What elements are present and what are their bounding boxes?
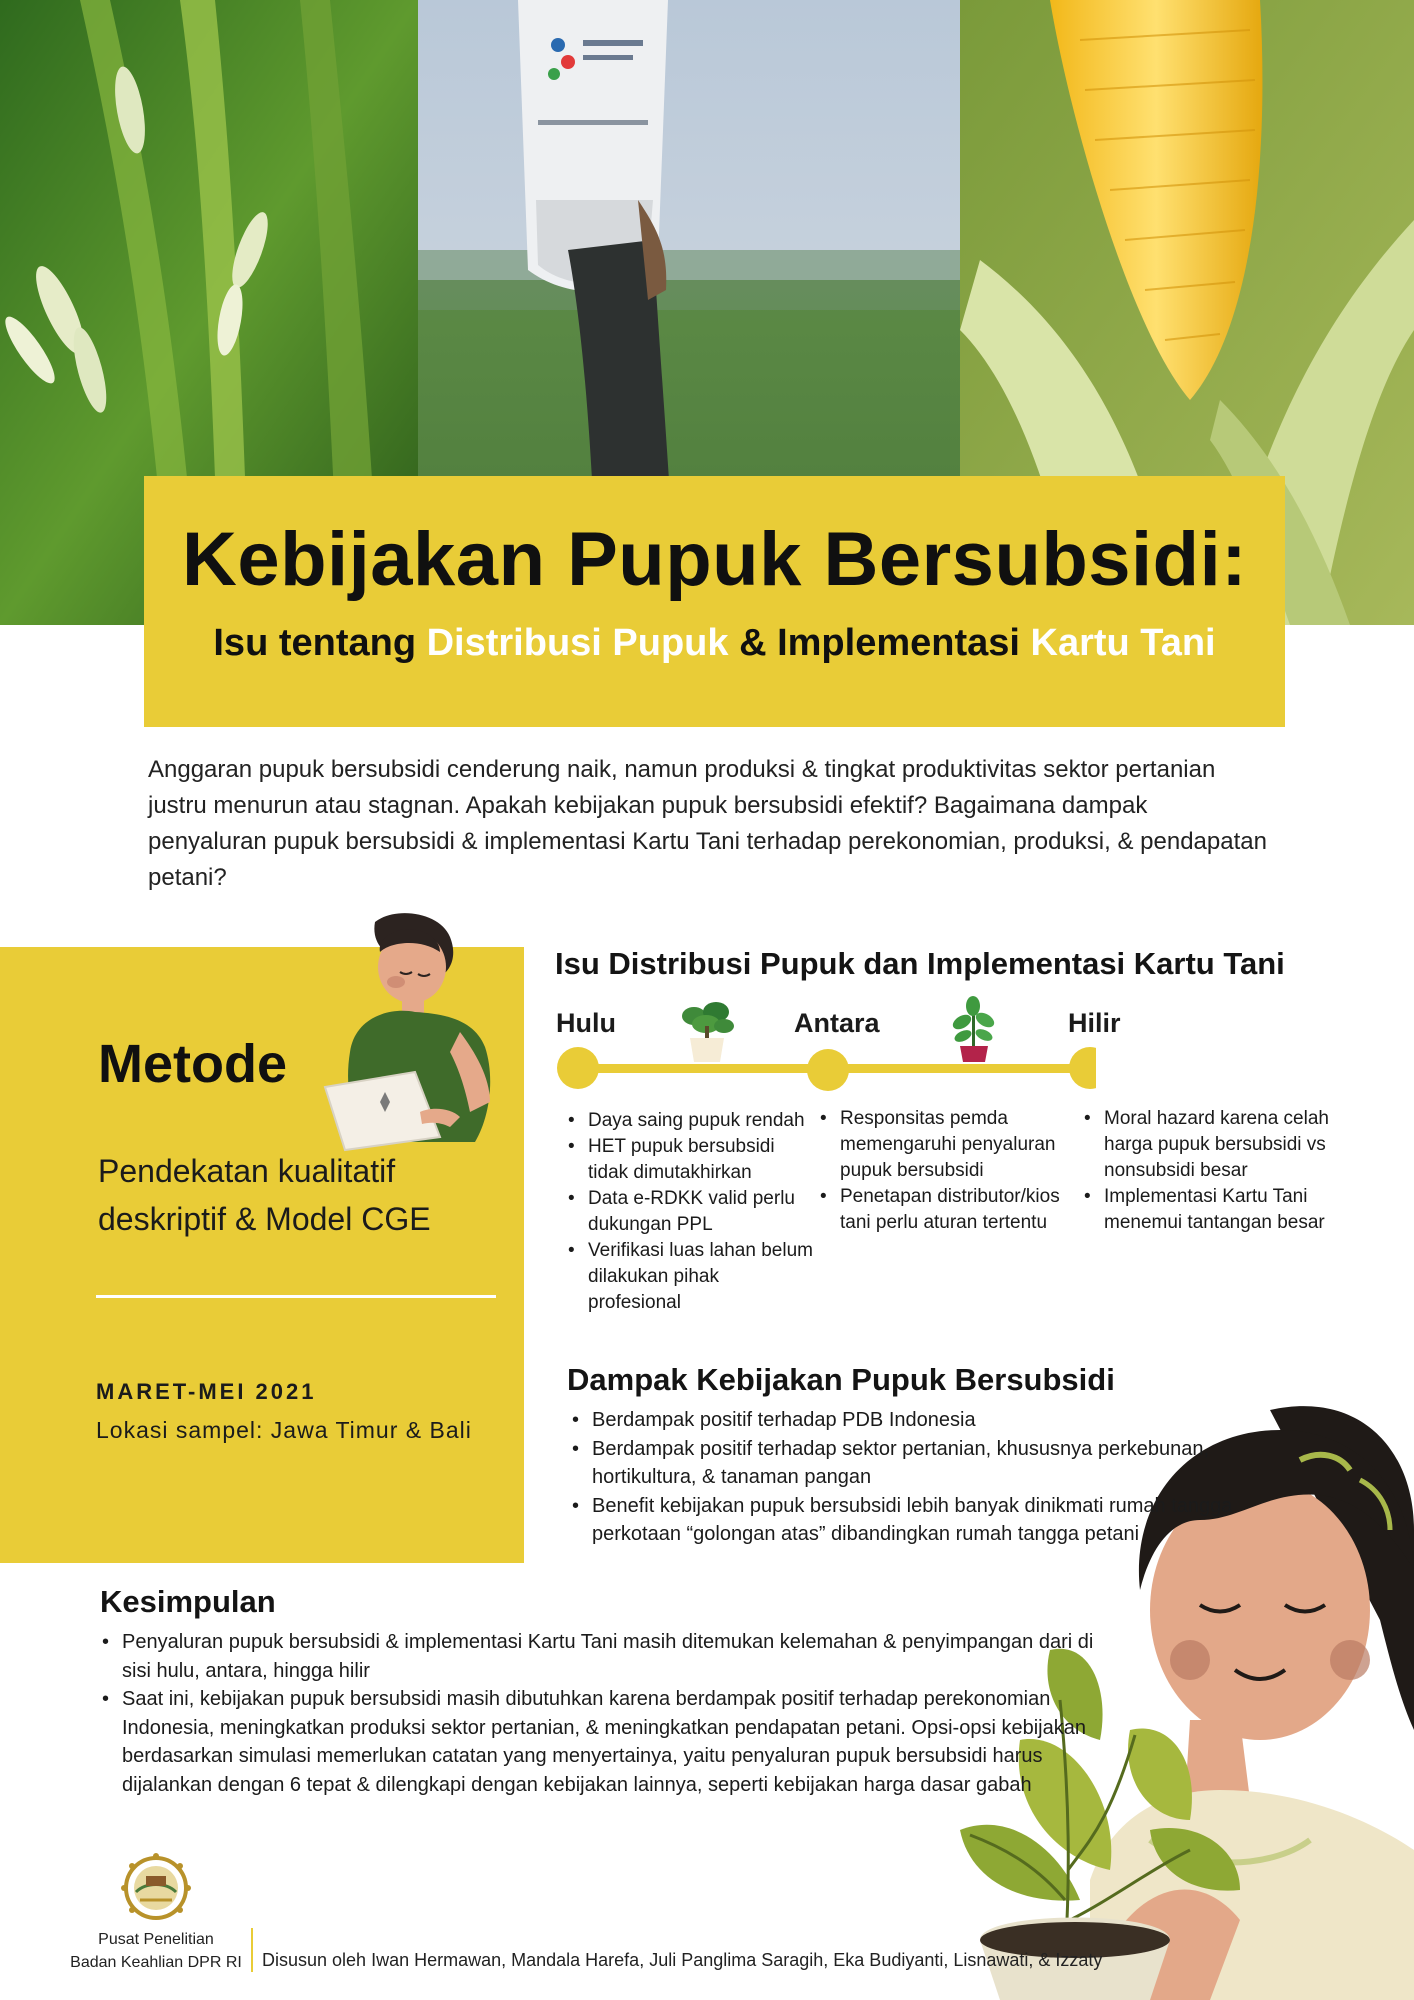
metode-location: Lokasi sampel: Jawa Timur & Bali bbox=[96, 1417, 472, 1443]
list-item: • Responsitas pemda memengaruhi penyaluran pupuk bersubsidi bbox=[818, 1106, 1070, 1184]
isu-title: Isu Distribusi Pupuk dan Implementasi Kartu Tani bbox=[555, 946, 1285, 981]
organization-name bbox=[70, 1928, 242, 1974]
list-item: • Saat ini, kebijakan pupuk bersubsidi masih dibutuhkan karena berdampak positif terhadap perekonomian Indonesia, meningkatkan produksi sektor pertanian, & meningkatkan pendapatan petani. Opsi-opsi kebijakan berdasarkan simulasi memerlukan catatan yang menyertainya, yaitu penyaluran pupuk bersubsidi harus dijalankan dengan 6 tepat & dilengkapi dengan kebijakan lainnya, seperti kebijakan harga dasar gabah bbox=[100, 1685, 1100, 1799]
list-item: • Daya saing pupuk rendah bbox=[566, 1108, 816, 1134]
hulu-issue-list bbox=[566, 1108, 816, 1316]
list-item: • Verifikasi luas lahan belum dilakukan pihak profesional bbox=[566, 1238, 816, 1316]
divider bbox=[96, 1295, 496, 1298]
list-item: • Moral hazard karena celah harga pupuk bersubsidi vs nonsubsidi besar bbox=[1082, 1106, 1348, 1184]
dampak-list bbox=[570, 1406, 1260, 1549]
stage-label-hilir: Hilir bbox=[1068, 1008, 1121, 1038]
hilir-issue-list bbox=[1082, 1106, 1348, 1236]
kesimpulan-title: Kesimpulan bbox=[100, 1584, 276, 1619]
list-item: • Data e-RDKK valid perlu dukungan PPL bbox=[566, 1186, 816, 1238]
page-title: Kebijakan Pupuk Bersubsidi: bbox=[181, 517, 1248, 602]
subtitle-part-2: & Implementasi bbox=[728, 622, 1031, 664]
subtitle-highlight-1: Distribusi Pupuk bbox=[426, 622, 729, 664]
footer-divider bbox=[251, 1928, 253, 1972]
dampak-title: Dampak Kebijakan Pupuk Bersubsidi bbox=[567, 1362, 1115, 1397]
page-subtitle bbox=[144, 622, 1285, 665]
list-item: • Berdampak positif terhadap sektor pertanian, khususnya perkebunan, hortikultura, & tanaman pangan bbox=[570, 1435, 1260, 1492]
dpr-emblem-logo bbox=[120, 1852, 192, 1924]
list-item: • Penyaluran pupuk bersubsidi & implementasi Kartu Tani masih ditemukan kelemahan & penyimpangan dari di sisi hulu, antara, hingga hilir bbox=[100, 1628, 1100, 1685]
intro-paragraph: Anggaran pupuk bersubsidi cenderung naik, namun produksi & tingkat produktivitas sektor pertanian justru menurun atau stagnan. Apakah kebijakan pupuk bersubsidi efektif? Bagaimana dampak penyaluran pupuk bersubsidi & implementasi Kartu Tani terhadap perekonomian, produksi, & pendapatan petani? bbox=[148, 756, 1267, 891]
list-item: • Berdampak positif terhadap PDB Indonesia bbox=[570, 1406, 1260, 1435]
author-credits: Disusun oleh Iwan Hermawan, Mandala Harefa, Juli Panglima Saragih, Eka Budiyanti, Lisnawati, & Izzaty bbox=[262, 1950, 1103, 1970]
metode-title: Metode bbox=[98, 1034, 287, 1094]
kesimpulan-list bbox=[100, 1628, 1100, 1799]
title-box bbox=[144, 476, 1285, 727]
subtitle-part-1: Isu tentang bbox=[213, 622, 427, 664]
metode-date: MARET-MEI 2021 bbox=[96, 1379, 317, 1404]
list-item: • Implementasi Kartu Tani menemui tantangan besar bbox=[1082, 1184, 1348, 1236]
list-item: • Benefit kebijakan pupuk bersubsidi lebih banyak dinikmati rumah tangga perkotaan “golongan atas” dibandingkan rumah tangga petani bbox=[570, 1492, 1260, 1549]
subtitle-highlight-2: Kartu Tani bbox=[1030, 622, 1216, 664]
stage-label-antara: Antara bbox=[794, 1008, 880, 1038]
stage-label-hulu: Hulu bbox=[556, 1008, 616, 1038]
antara-issue-list bbox=[818, 1106, 1070, 1236]
timeline-node-hulu bbox=[557, 1047, 599, 1089]
distribution-timeline bbox=[556, 1044, 1096, 1094]
list-item: • HET pupuk bersubsidi tidak dimutakhirkan bbox=[566, 1134, 816, 1186]
organization-line-1: Pusat Penelitian bbox=[98, 1931, 214, 1948]
timeline-node-hilir bbox=[1069, 1047, 1096, 1089]
timeline-node-antara bbox=[807, 1049, 849, 1091]
metode-description: Pendekatan kualitatif deskriptif & Model CGE bbox=[98, 1153, 431, 1237]
list-item: • Penetapan distributor/kios tani perlu aturan tertentu bbox=[818, 1184, 1070, 1236]
organization-line-2: Badan Keahlian DPR RI bbox=[70, 1954, 242, 1971]
person-laptop-illustration bbox=[300, 912, 510, 1152]
